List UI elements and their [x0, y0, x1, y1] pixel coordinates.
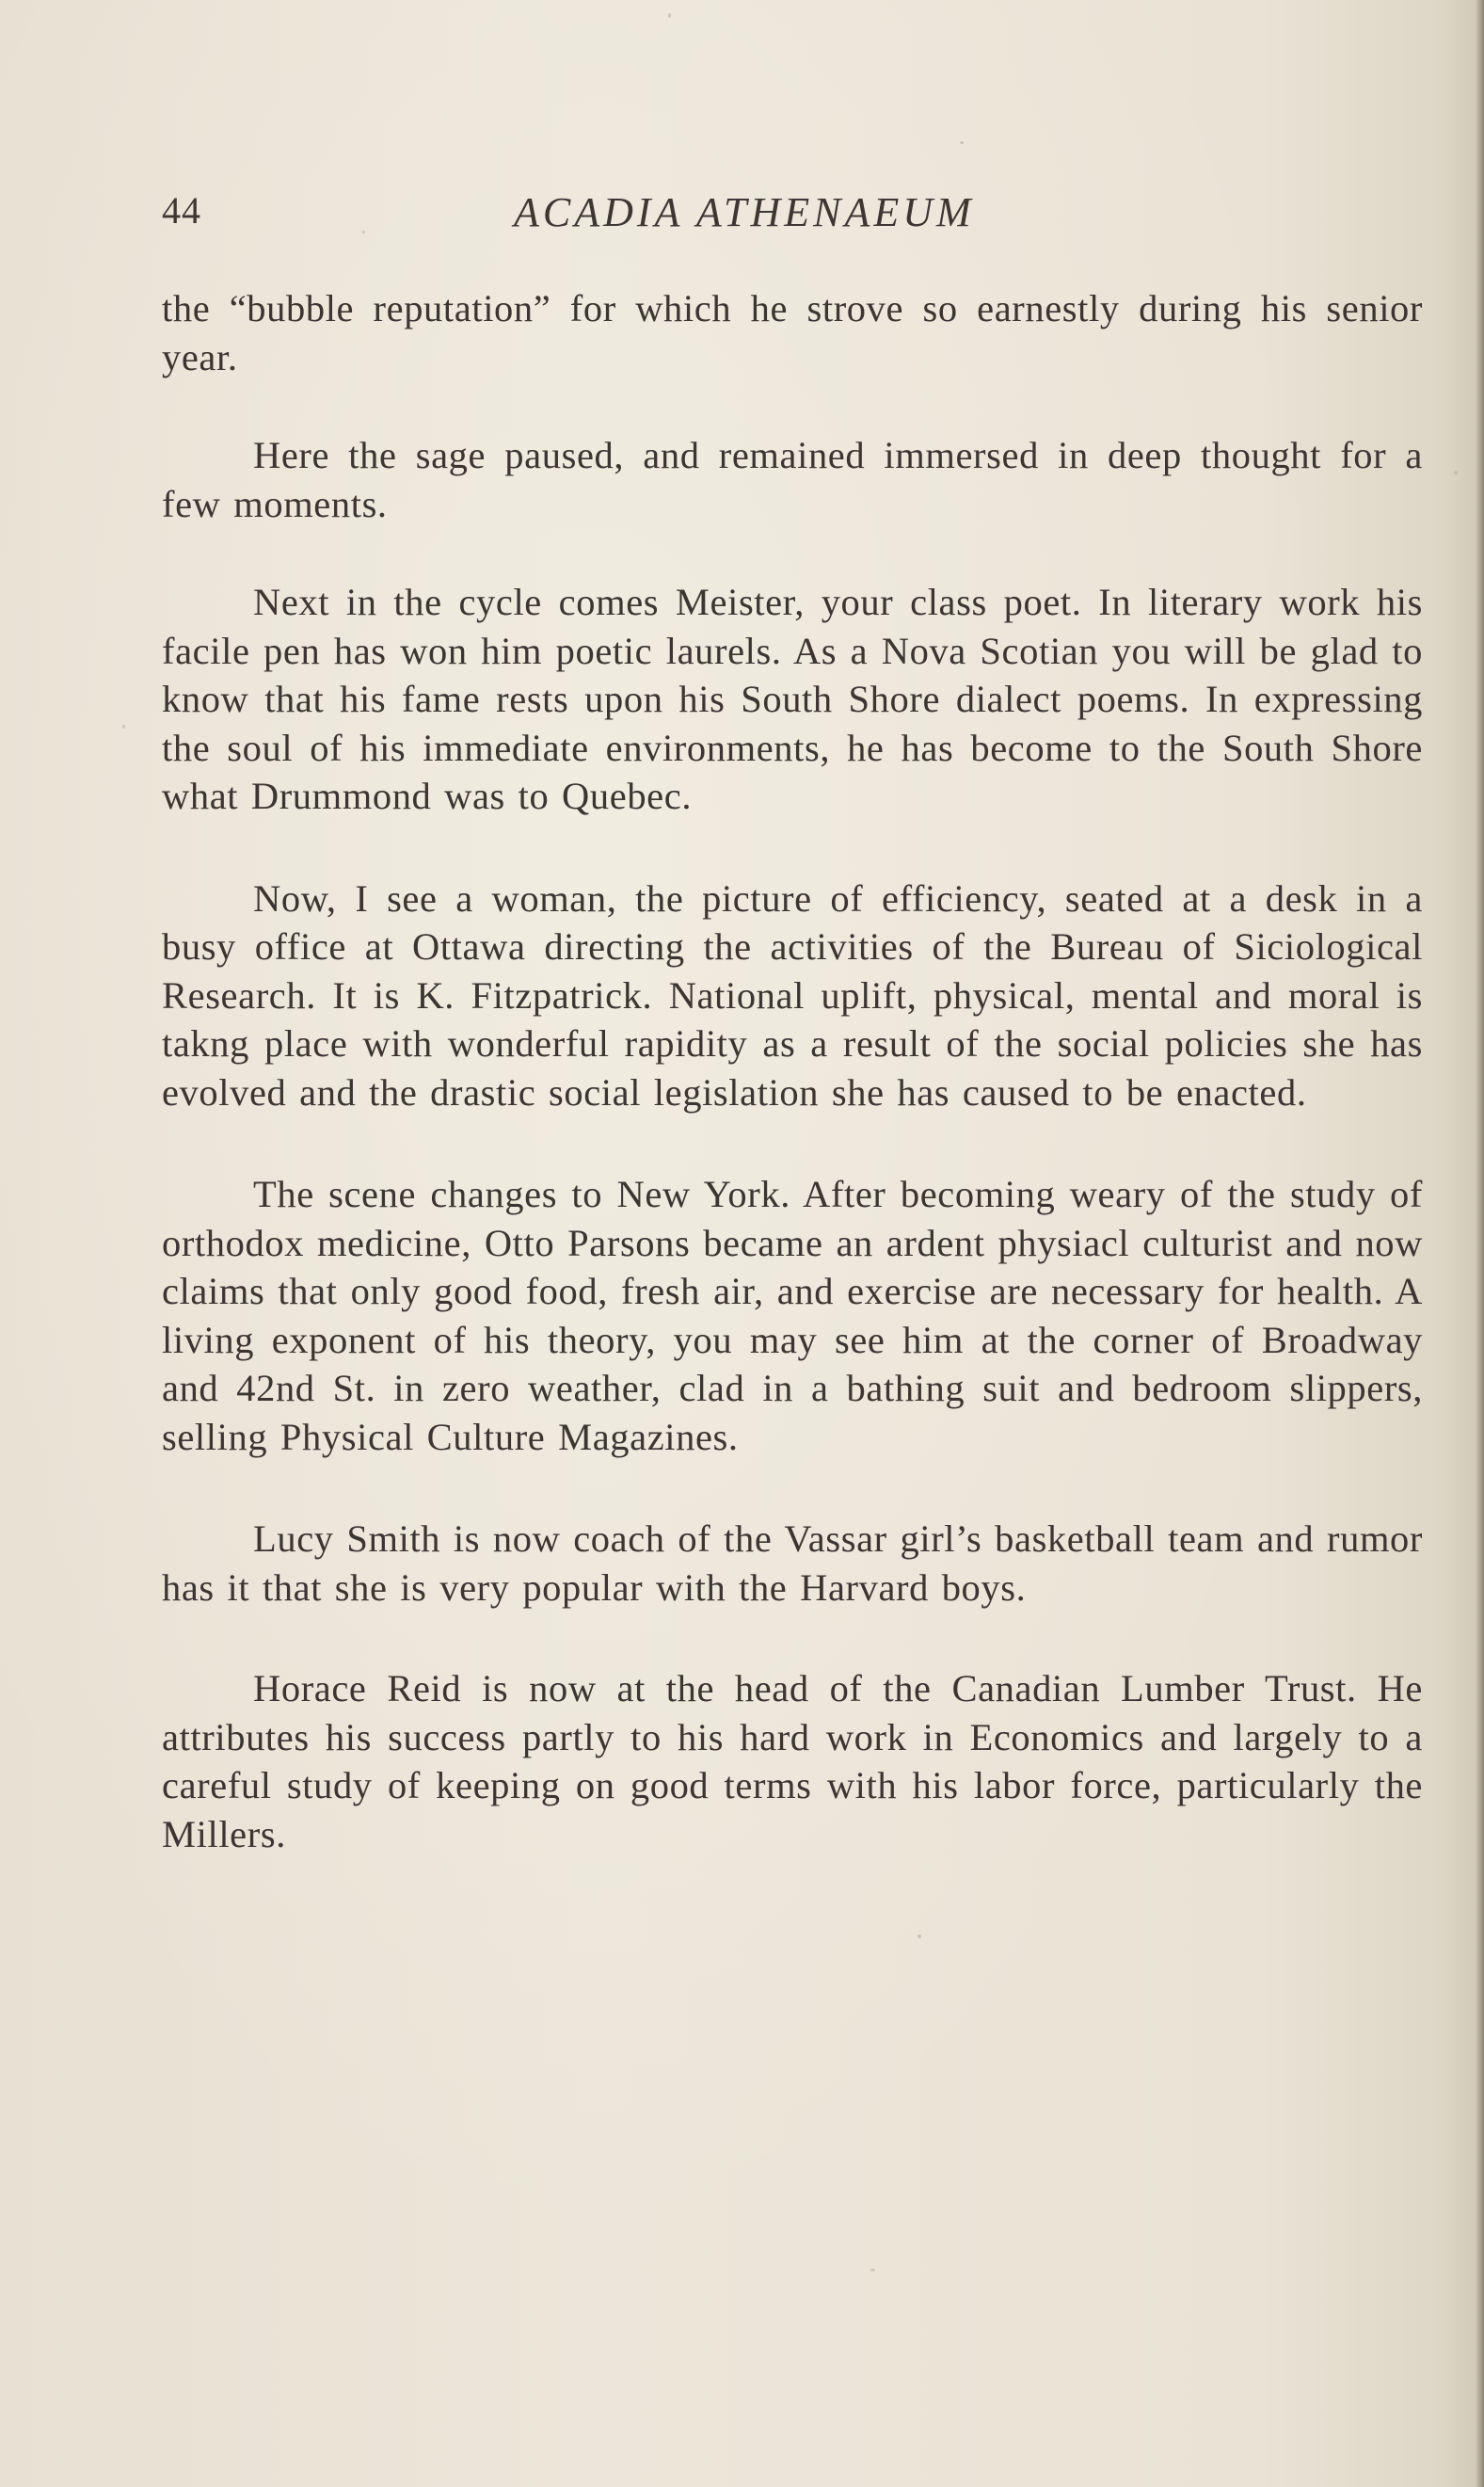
paragraph-fitzpatrick: Now, I see a woman, the picture of efficiency, seated at a desk in a busy office at Ottawa directing the activities of the Bureau of Siciological Research. It is K. Fitzpatrick. National uplift, physical, mental and moral is takng place with wonderful rapidity as a result of the social policies she has evolved and the drastic social legislation she has caused to be enacted. [162, 876, 1423, 1114]
paragraph-continuation: the “bubble reputation” for which he strove so earnestly during his senior year. [162, 287, 1423, 378]
page-number: 44 [162, 189, 201, 232]
paper-speck [122, 725, 125, 729]
paragraph-sage-paused: Here the sage paused, and remained immersed in deep thought for a few moments. [162, 434, 1423, 525]
paragraph-lucy-smith: Lucy Smith is now coach of the Vassar girl’s basketball team and rumor has it that she is very popular with the Harvard boys. [162, 1517, 1423, 1609]
page-edge-shadow [1475, 0, 1484, 2487]
paragraph-meister: Next in the cycle comes Meister, your class poet. In literary work his facile pen has won him poetic laurels. As a Nova Scotian you will be glad to know that his fame rests upon his South Shore dialect poems. In expressing the soul of his immediate environments, he has become to the South Shore what Drummond was to Quebec. [162, 581, 1423, 817]
page-header [162, 188, 1423, 245]
paragraph-horace-reid: Horace Reid is now at the head of the Canadian Lumber Trust. He attributes his success partly to his hard work in Economics and largely to a careful study of keeping on good terms with his labor force, particularly the Millers. [162, 1667, 1423, 1855]
paper-speck [918, 1934, 921, 1938]
paragraph-parsons: The scene changes to New York. After becoming weary of the study of orthodox medicine, Otto Parsons became an ardent physiacl culturist and now claims that only good food, fresh air, and exercise are necessary for health. A living exponent of his theory, you may see him at the corner of Broadway and 42nd St. in zero weather, clad in a bathing suit and bedroom slippers, selling Physical Culture Magazines. [162, 1173, 1423, 1458]
paper-speck [870, 2269, 875, 2271]
paper-speck [960, 141, 964, 144]
running-title: ACADIA ATHENAEUM [514, 189, 975, 235]
article-body [162, 284, 1423, 1858]
paper-speck [1454, 471, 1458, 474]
paper-speck [668, 13, 671, 18]
